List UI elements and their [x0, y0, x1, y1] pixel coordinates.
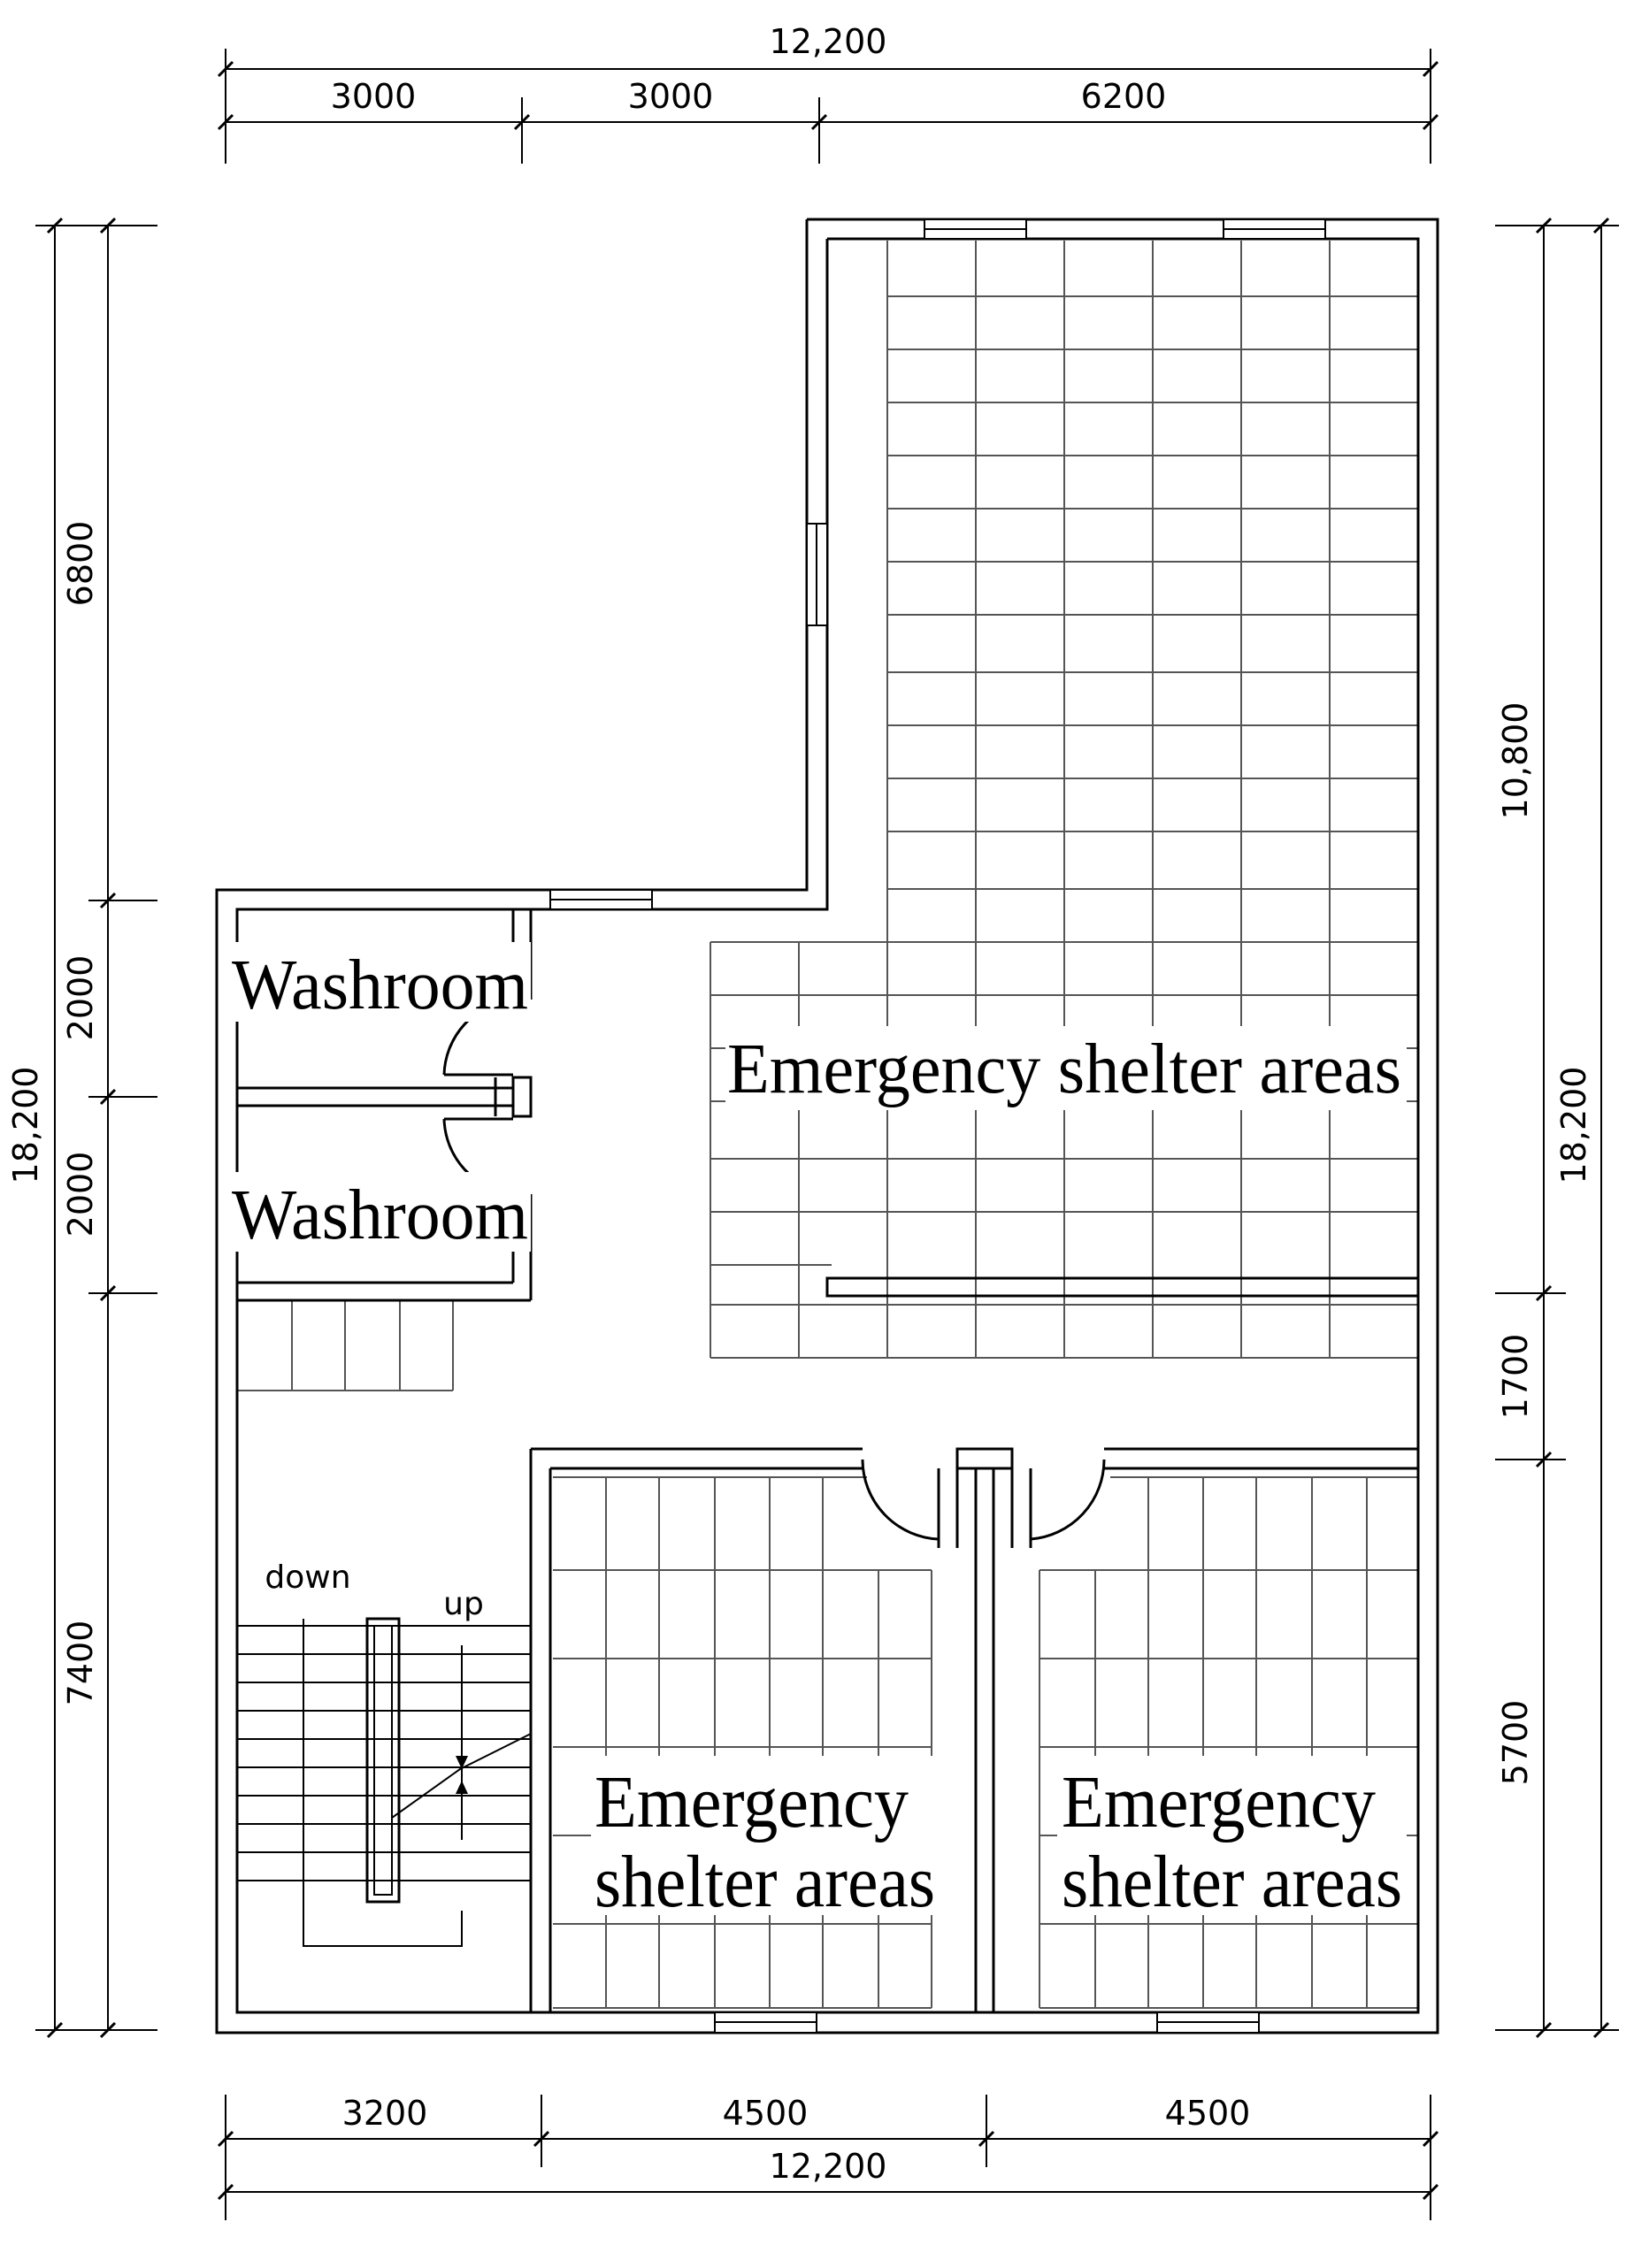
- left-total-dim: 18,200: [6, 1066, 45, 1184]
- left-dimensions: [6, 218, 157, 2037]
- top-dim-2: 3000: [627, 77, 714, 116]
- right-dim-2: 1700: [1496, 1333, 1535, 1420]
- bottom-dimensions: [219, 2094, 1438, 2220]
- right-dim-1: 10,800: [1496, 701, 1535, 820]
- left-dim-2: 2000: [61, 954, 100, 1041]
- left-dim-4: 7400: [61, 1620, 100, 1706]
- bottom-left-room-tiles: [553, 1477, 932, 2008]
- left-dim-3: 2000: [61, 1151, 100, 1237]
- shelter-right-label-2: shelter areas: [1062, 1841, 1402, 1923]
- stair-handrail: [367, 1619, 399, 1902]
- staircase[interactable]: [237, 1559, 531, 1946]
- right-dim-3: 5700: [1496, 1699, 1535, 1786]
- stairs-down-label: down: [265, 1559, 351, 1596]
- top-dim-1: 3000: [330, 77, 417, 116]
- shelter-left-label-1: Emergency: [595, 1761, 909, 1843]
- main-hall-tiles: [710, 241, 1418, 1358]
- top-total-dim: 12,200: [769, 22, 887, 61]
- bottom-dim-1: 3200: [341, 2094, 428, 2133]
- left-dim-1: 6800: [61, 520, 100, 607]
- shelter-right-label-1: Emergency: [1062, 1761, 1376, 1843]
- washroom-bottom-label: Washroom: [232, 1176, 528, 1254]
- top-dim-3: 6200: [1080, 77, 1167, 116]
- shelter-left-label-2: shelter areas: [595, 1841, 935, 1923]
- shelter-main-label: Emergency shelter areas: [727, 1031, 1401, 1108]
- bottom-dim-3: 4500: [1164, 2094, 1251, 2133]
- bottom-room-walls: [531, 1449, 1418, 2012]
- bottom-total-dim: 12,200: [769, 2147, 887, 2186]
- right-dimensions: [1495, 218, 1619, 2037]
- right-outer-dim: 18,200: [1554, 1066, 1593, 1184]
- bottom-right-room-tiles: [1039, 1477, 1418, 2008]
- stairs-up-label: up: [443, 1586, 484, 1622]
- washroom-top-label: Washroom: [232, 946, 528, 1024]
- corridor-tiles: [237, 1300, 453, 1391]
- bottom-dim-2: 4500: [722, 2094, 809, 2133]
- top-dimensions: [219, 22, 1438, 164]
